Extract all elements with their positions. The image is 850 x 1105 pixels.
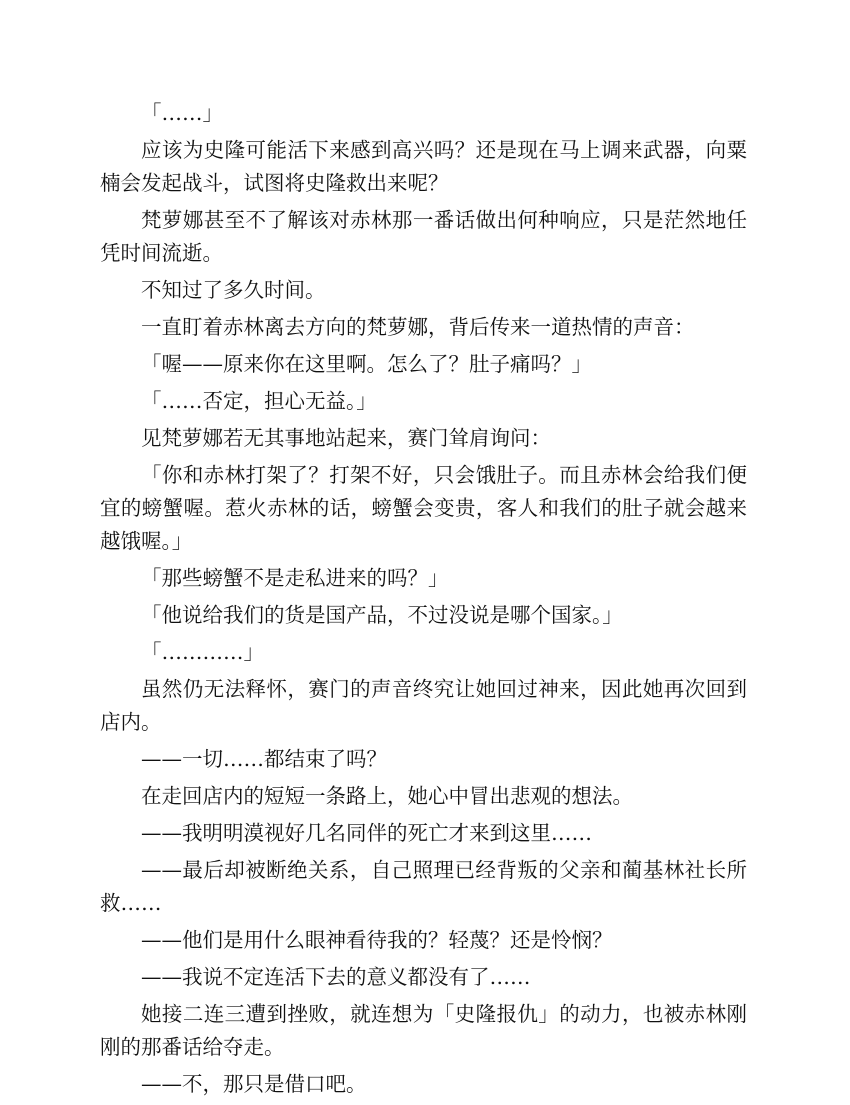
paragraph: ——不，那只是借口吧。: [141, 1072, 367, 1096]
paragraph: 她接二连三遭到挫败，就连想为「史隆报仇」的动力，也被赤林刚刚的那番话给夺走。: [100, 1002, 747, 1059]
paragraph: 一直盯着赤林离去方向的梵萝娜，背后传来一道热情的声音：: [141, 315, 695, 339]
paragraph: 虽然仍无法释怀，赛门的声音终究让她回过神来，因此她再次回到店内。: [100, 677, 747, 734]
paragraph: 「……」: [141, 101, 223, 125]
paragraph: 「…………」: [141, 640, 264, 664]
paragraph: 「那些螃蟹不是走私进来的吗？」: [141, 566, 449, 590]
paragraph: 见梵萝娜若无其事地站起来，赛门耸肩询问：: [141, 426, 551, 450]
paragraph: ——他们是用什么眼神看待我的？轻蔑？还是怜悯？: [141, 928, 613, 952]
paragraph: 「他说给我们的货是国产品，不过没说是哪个国家。」: [141, 603, 623, 627]
page-body: [100, 97, 747, 1105]
paragraph: ——最后却被断绝关系，自己照理已经背叛的父亲和蔺基林社长所救……: [100, 858, 747, 915]
paragraph: ——一切……都结束了吗？: [141, 747, 387, 771]
paragraph: ——我说不定连活下去的意义都没有了……: [141, 965, 531, 989]
paragraph: 「你和赤林打架了？打架不好，只会饿肚子。而且赤林会给我们便宜的螃蟹喔。惹火赤林的话，螃蟹会变贵，客人和我们的肚子就会越来越饿喔。」: [100, 463, 747, 553]
paragraph: 在走回店内的短短一条路上，她心中冒出悲观的想法。: [141, 784, 633, 808]
paragraph: 「……否定，担心无益。」: [141, 389, 377, 413]
paragraph: 「喔——原来你在这里啊。怎么了？肚子痛吗？」: [141, 352, 592, 376]
paragraph: ——我明明漠视好几名同伴的死亡才来到这里……: [141, 821, 592, 845]
paragraph: 不知过了多久时间。: [141, 278, 326, 302]
paragraph: 梵萝娜甚至不了解该对赤林那一番话做出何种响应，只是茫然地任凭时间流逝。: [100, 208, 747, 265]
paragraph: 应该为史隆可能活下来感到高兴吗？还是现在马上调来武器，向粟楠会发起战斗，试图将史隆救出来呢？: [100, 138, 747, 195]
